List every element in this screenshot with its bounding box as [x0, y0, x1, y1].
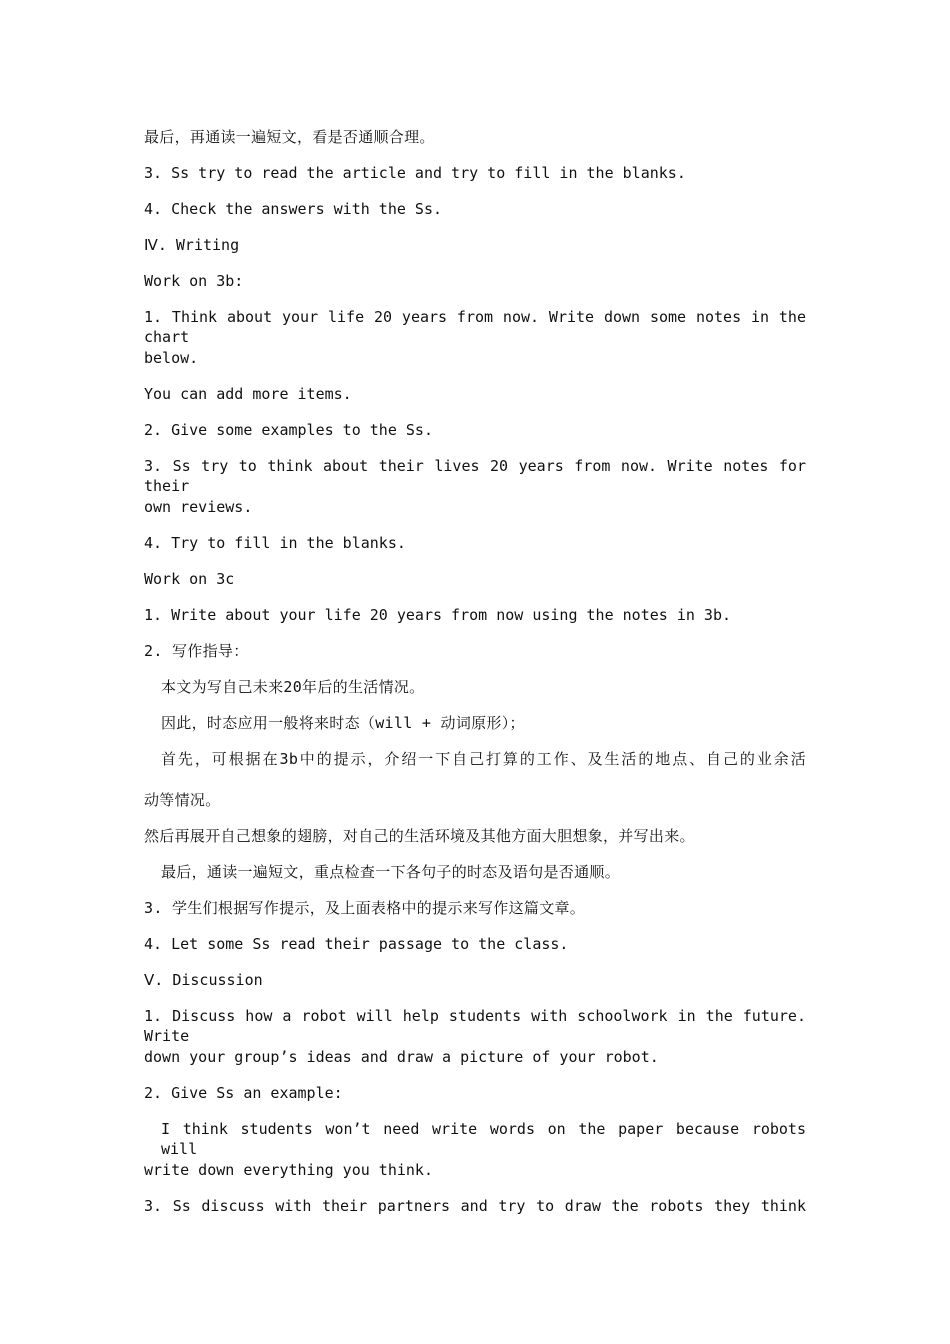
text-line-3b-step-3-cont: own reviews. [144, 498, 253, 516]
text-line-3c-step-3: 3. 学生们根据写作提示，及上面表格中的提示来写作这篇文章。 [144, 899, 586, 917]
text-line-guide-topic: 本文为写自己未来20年后的生活情况。 [161, 678, 425, 696]
text-line-3c-step-4: 4. Let some Ss read their passage to the class. [144, 935, 569, 953]
text-line-example: I think students won’t need write words on the paper because robots will [161, 1120, 806, 1158]
text-line-3b-step-1-cont: below. [144, 349, 199, 367]
text-line-add-items: You can add more items. [144, 385, 352, 403]
text-line-guide-first: 首先，可根据在3b中的提示，介绍一下自己打算的工作、及生活的地点、自己的业余活 [161, 750, 806, 768]
text-line-final-reading: 最后，再通读一遍短文，看是否通顺合理。 [144, 128, 435, 146]
text-line-discussion-3: 3. Ss discuss with their partners and try to draw the robots they think [144, 1197, 806, 1215]
text-line-guide-finally: 最后，通读一遍短文，重点检查一下各句子的时态及语句是否通顺。 [161, 863, 621, 881]
text-line-discussion-2: 2. Give Ss an example: [144, 1084, 343, 1102]
text-line-3b-step-2: 2. Give some examples to the Ss. [144, 421, 433, 439]
text-line-3b-step-3: 3. Ss try to think about their lives 20 years from now. Write notes for their [144, 457, 806, 495]
section-heading-writing: Ⅳ. Writing [144, 236, 240, 254]
text-line-step-4: 4. Check the answers with the Ss. [144, 200, 443, 218]
text-line-discussion-1-cont: down your group’s ideas and draw a picture of your robot. [144, 1048, 659, 1066]
text-line-guide-first-cont: 动等情况。 [144, 791, 221, 809]
section-heading-discussion: Ⅴ. Discussion [144, 971, 263, 989]
text-line-guide-then: 然后再展开自己想象的翅膀，对自己的生活环境及其他方面大胆想象，并写出来。 [144, 827, 695, 845]
subheading-work-3b: Work on 3b: [144, 272, 244, 290]
text-line-3b-step-4: 4. Try to fill in the blanks. [144, 534, 406, 552]
text-line-3b-step-1: 1. Think about your life 20 years from now. Write down some notes in the chart [144, 308, 806, 346]
text-line-3c-step-1: 1. Write about your life 20 years from now using the notes in 3b. [144, 606, 731, 624]
subheading-work-3c: Work on 3c [144, 570, 235, 588]
text-line-guide-tense: 因此，时态应用一般将来时态（will + 动词原形）； [161, 714, 525, 732]
text-line-step-3: 3. Ss try to read the article and try to fill in the blanks. [144, 164, 686, 182]
text-line-3c-step-2: 2. 写作指导： [144, 642, 249, 660]
text-line-discussion-1: 1. Discuss how a robot will help students with schoolwork in the future. Write [144, 1007, 806, 1045]
text-line-example-cont: write down everything you think. [144, 1161, 433, 1179]
